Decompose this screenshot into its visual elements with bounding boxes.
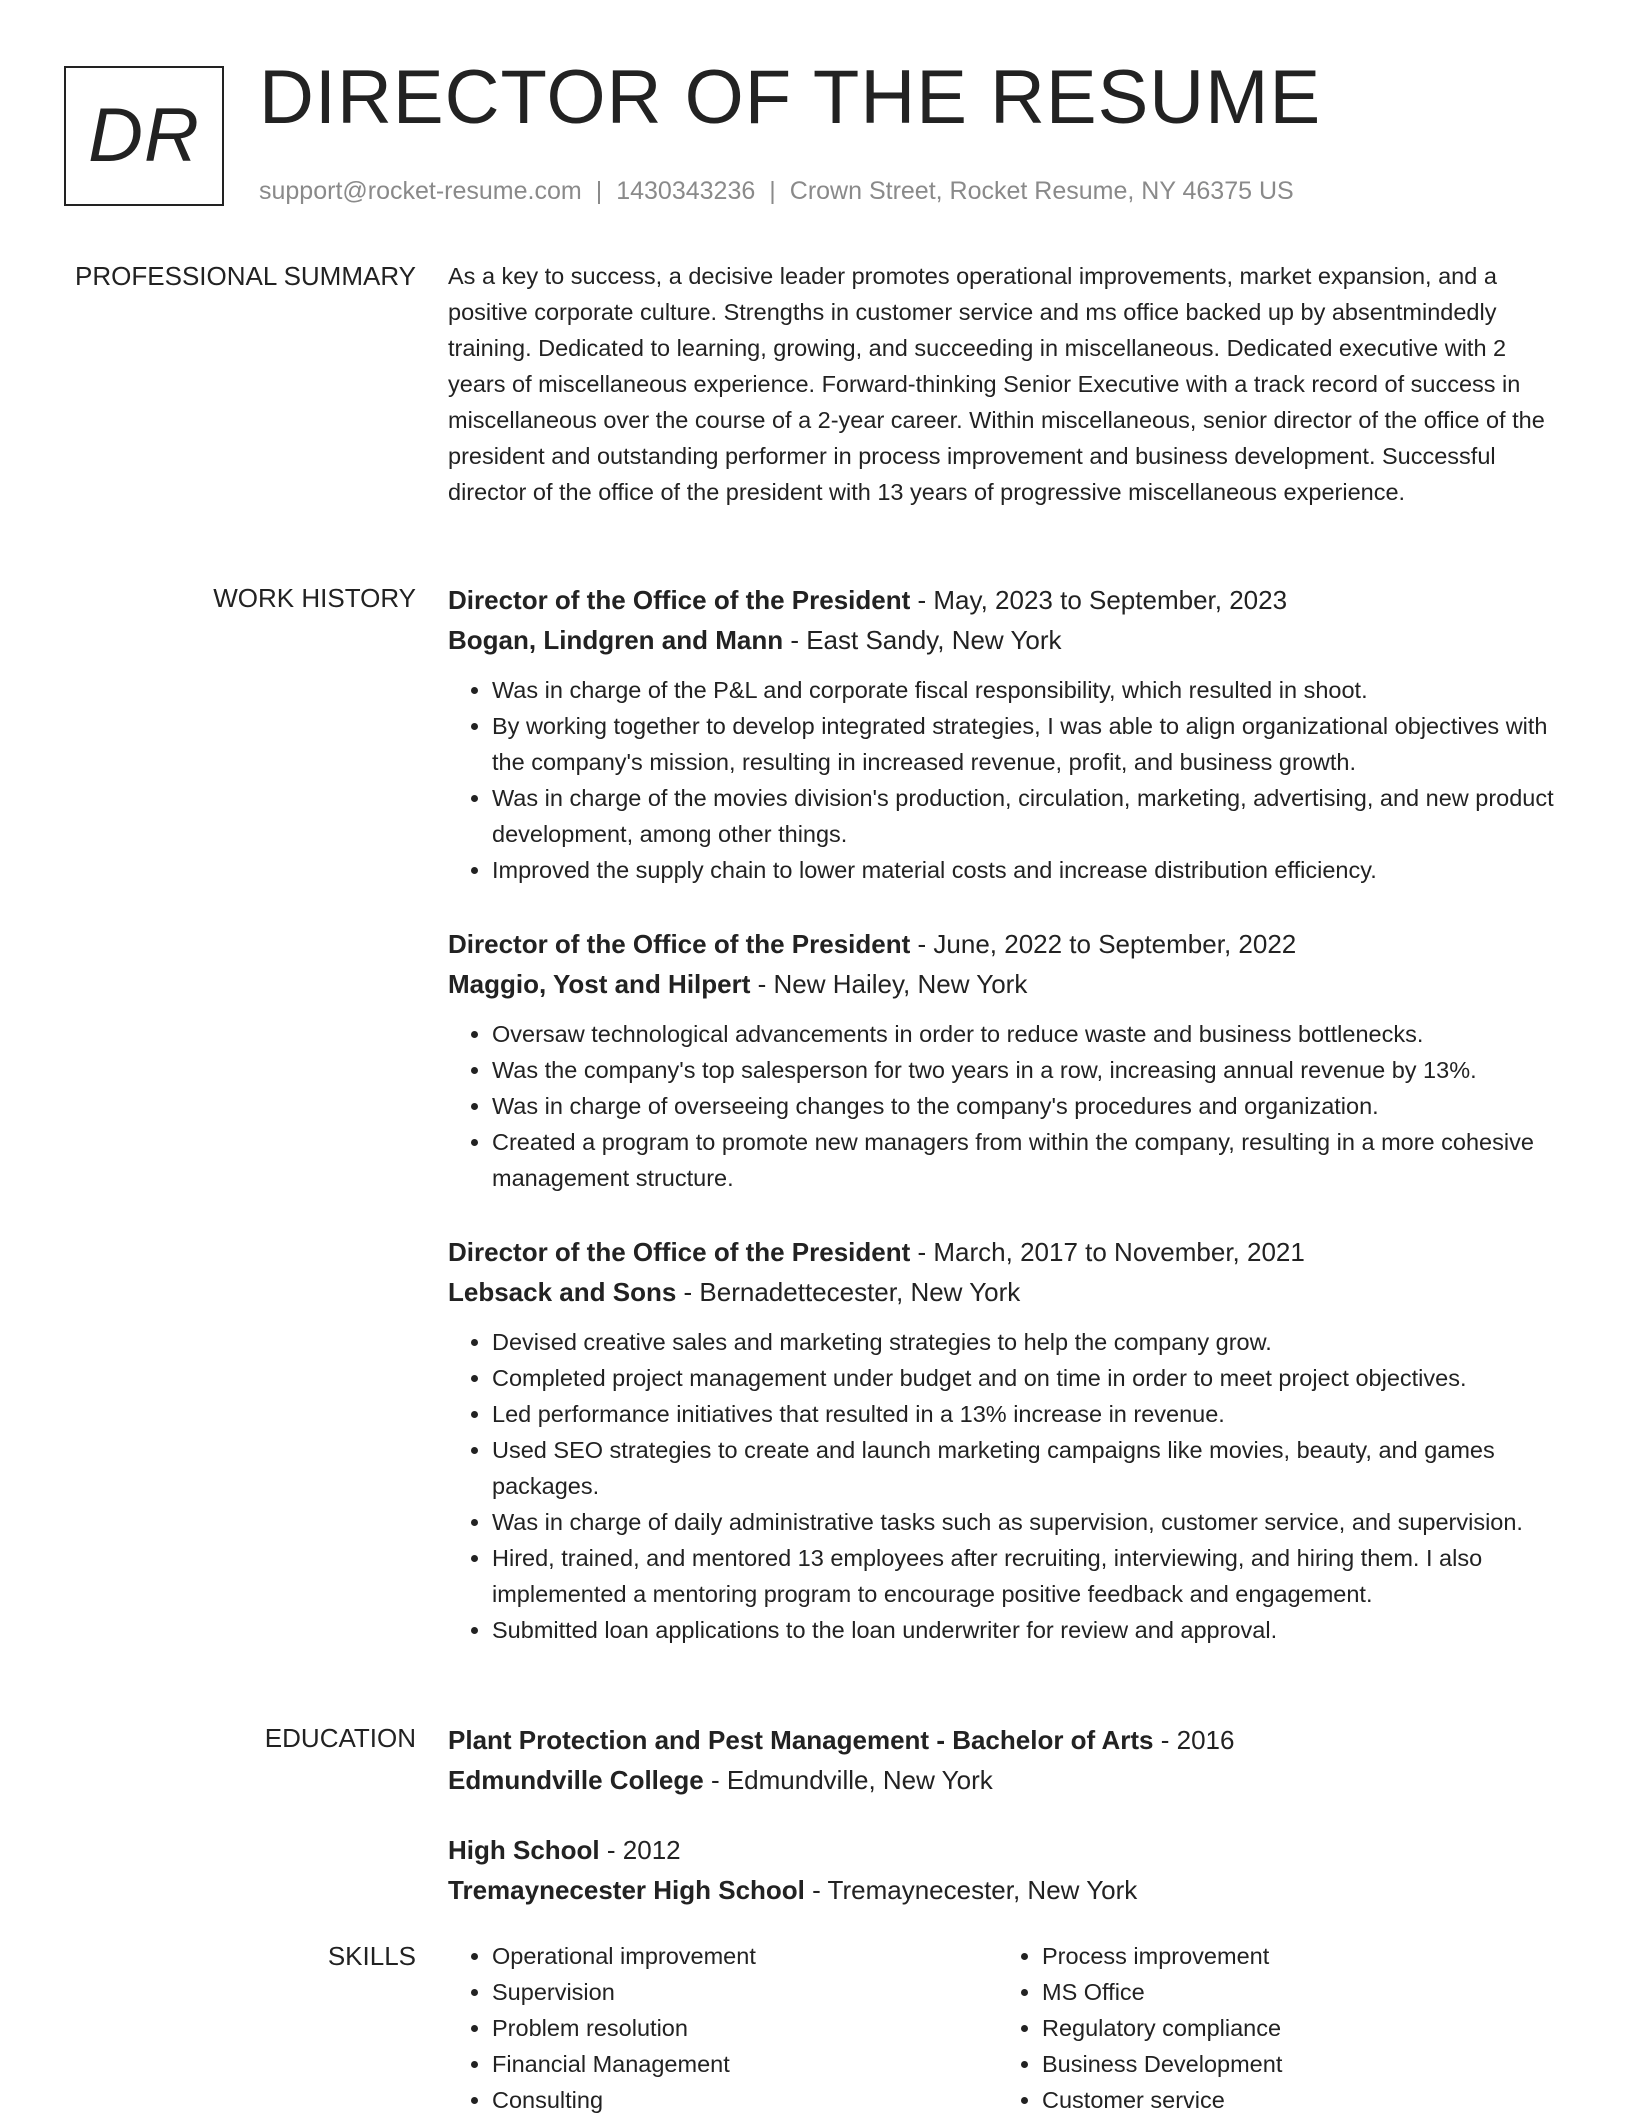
education-location: - Tremaynecester, New York xyxy=(804,1875,1138,1905)
job-company: Maggio, Yost and Hilpert xyxy=(448,969,751,999)
job-bullet: • Was in charge of daily administrative tasks such as supervision, customer service, and supervision. xyxy=(492,1504,1568,1540)
job-company: Lebsack and Sons xyxy=(448,1277,677,1307)
skill-item: • Process improvement xyxy=(1042,1938,1542,1974)
job-title-line xyxy=(448,924,1568,964)
monogram-box xyxy=(64,66,224,206)
monogram-initials: DR xyxy=(88,93,200,178)
job-title-line xyxy=(448,1232,1568,1272)
job-company-line xyxy=(448,964,1568,1004)
job-bullet: • Hired, trained, and mentored 13 employees after recruiting, interviewing, and hiring them. I also implemented a mentoring program to encourage positive feedback and engagement. xyxy=(492,1540,1568,1612)
job-role: Director of the Office of the President xyxy=(448,585,911,615)
job-bullet: • Led performance initiatives that resulted in a 13% increase in revenue. xyxy=(492,1396,1568,1432)
job-bullet: • Oversaw technological advancements in order to reduce waste and business bottlenecks. xyxy=(492,1016,1568,1052)
job-company-line xyxy=(448,1272,1568,1312)
skill-item: • MS Office xyxy=(1042,1974,1542,2010)
job-entry xyxy=(448,1232,1568,1648)
contact-email: support@rocket-resume.com xyxy=(259,177,582,205)
education-degree: Plant Protection and Pest Management - Bachelor of Arts xyxy=(448,1725,1154,1755)
job-title-line xyxy=(448,580,1568,620)
job-bullets xyxy=(448,1016,1568,1196)
education-entry xyxy=(448,1830,1568,1910)
job-dates: - May, 2023 to September, 2023 xyxy=(910,585,1288,615)
summary-text: As a key to success, a decisive leader promotes operational improvements, market expansion, and a positive corporate culture. Strengths in customer service and ms office backed up by absentmindedly training. Dedicated to learning, growing, and succeeding in miscellaneous. Dedicated executive with 2 years of miscellaneous experience. Forward-thinking Senior Executive with a track record of success in miscellaneous over the course of a 2-year career. Within miscellaneous, senior director of the office of the president and outstanding performer in process improvement and business development. Successful director of the office of the president with 13 years of progressive miscellaneous experience. xyxy=(448,263,1545,505)
job-bullet: • By working together to develop integrated strategies, I was able to align organizational objectives with the company's mission, resulting in increased revenue, profit, and business growth. xyxy=(492,708,1568,780)
section-title-education: EDUCATION xyxy=(264,1723,416,1753)
skills-list-left xyxy=(448,1938,992,2118)
job-bullet: • Used SEO strategies to create and launch marketing campaigns like movies, beauty, and games packages. xyxy=(492,1432,1568,1504)
job-bullet: • Was in charge of overseeing changes to the company's procedures and organization. xyxy=(492,1088,1568,1124)
contact-address: Crown Street, Rocket Resume, NY 46375 US xyxy=(789,177,1294,205)
job-bullet: • Was the company's top salesperson for two years in a row, increasing annual revenue by 13%. xyxy=(492,1052,1568,1088)
contact-separator: | xyxy=(595,177,603,205)
job-bullet: • Created a program to promote new managers from within the company, resulting in a more cohesive management structure. xyxy=(492,1124,1568,1196)
section-title-skills: SKILLS xyxy=(327,1941,416,1971)
job-bullet: • Was in charge of the movies division's production, circulation, marketing, advertising, and new product development, among other things. xyxy=(492,780,1568,852)
job-location: - Bernadettecester, New York xyxy=(676,1277,1021,1307)
job-bullet: • Was in charge of the P&L and corporate fiscal responsibility, which resulted in shoot. xyxy=(492,672,1568,708)
job-dates: - June, 2022 to September, 2022 xyxy=(910,929,1297,959)
education-school-line xyxy=(448,1760,1568,1800)
skills-list-right xyxy=(998,1938,1542,2118)
education-location: - Edmundville, New York xyxy=(703,1765,993,1795)
skill-item: • Regulatory compliance xyxy=(1042,2010,1542,2046)
skill-item: • Financial Management xyxy=(492,2046,992,2082)
education-school: Edmundville College xyxy=(448,1765,704,1795)
job-role: Director of the Office of the President xyxy=(448,929,911,959)
candidate-name: DIRECTOR OF THE RESUME xyxy=(259,55,1322,140)
skill-item: • Consulting xyxy=(492,2082,992,2118)
job-location: - New Hailey, New York xyxy=(750,969,1028,999)
job-bullets xyxy=(448,1324,1568,1648)
section-title-work-history: WORK HISTORY xyxy=(213,583,416,613)
education-year: - 2012 xyxy=(599,1835,681,1865)
contact-phone: 1430343236 xyxy=(616,177,756,205)
education-school: Tremaynecester High School xyxy=(448,1875,805,1905)
summary-body xyxy=(448,258,1568,510)
job-role: Director of the Office of the President xyxy=(448,1237,911,1267)
skill-item: • Customer service xyxy=(1042,2082,1542,2118)
skill-item: • Business Development xyxy=(1042,2046,1542,2082)
section-title-summary: PROFESSIONAL SUMMARY xyxy=(75,261,416,291)
job-bullet: • Devised creative sales and marketing strategies to help the company grow. xyxy=(492,1324,1568,1360)
contact-line xyxy=(259,176,1294,206)
job-bullet: • Completed project management under budget and on time in order to meet project objectives. xyxy=(492,1360,1568,1396)
education-degree: High School xyxy=(448,1835,600,1865)
job-bullets xyxy=(448,672,1568,888)
job-company-line xyxy=(448,620,1568,660)
skill-item: • Supervision xyxy=(492,1974,992,2010)
job-entry xyxy=(448,924,1568,1196)
job-dates: - March, 2017 to November, 2021 xyxy=(910,1237,1305,1267)
education-school-line xyxy=(448,1870,1568,1910)
education-degree-line xyxy=(448,1720,1568,1760)
education-entry xyxy=(448,1720,1568,1800)
education-year: - 2016 xyxy=(1153,1725,1235,1755)
job-entry xyxy=(448,580,1568,888)
education-degree-line xyxy=(448,1830,1568,1870)
job-bullet: • Improved the supply chain to lower material costs and increase distribution efficiency. xyxy=(492,852,1568,888)
contact-separator: | xyxy=(769,177,776,205)
job-bullet: • Submitted loan applications to the loan underwriter for review and approval. xyxy=(492,1612,1568,1648)
job-company: Bogan, Lindgren and Mann xyxy=(448,625,784,655)
job-location: - East Sandy, New York xyxy=(783,625,1062,655)
skill-item: • Problem resolution xyxy=(492,2010,992,2046)
skill-item: • Operational improvement xyxy=(492,1938,992,1974)
